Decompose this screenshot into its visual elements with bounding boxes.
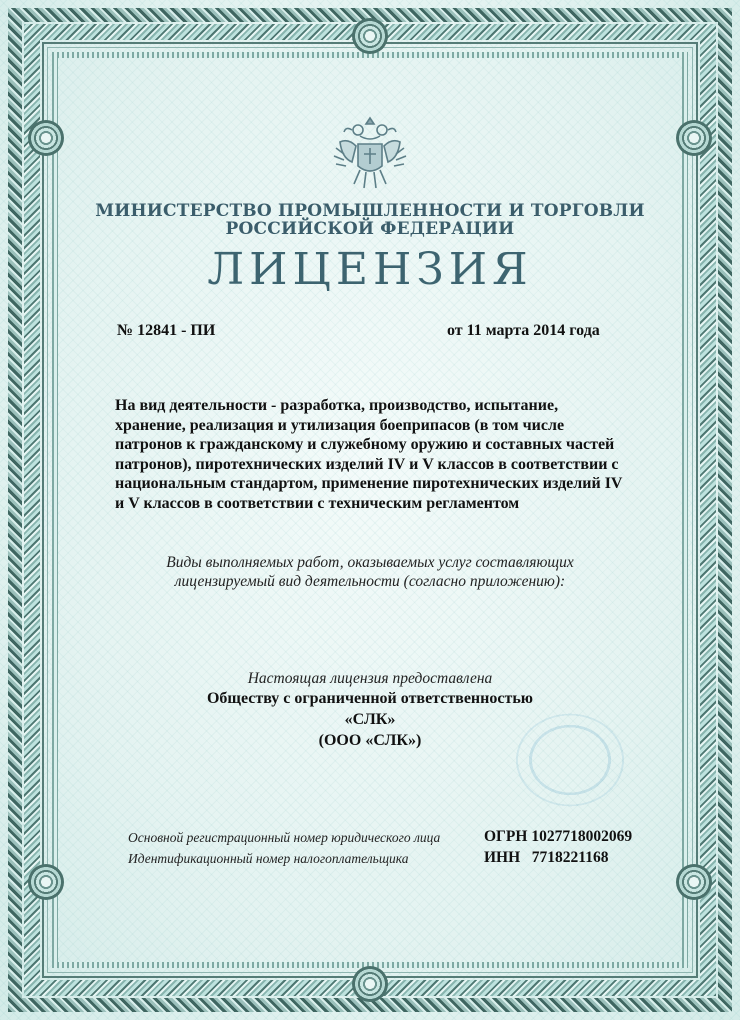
activity-line: патронов к гражданскому и служебному оружию и составных частей — [115, 436, 615, 453]
works-description-line2: лицензируемый вид деятельности (согласно приложению): — [174, 573, 566, 590]
border-rosette-icon — [676, 120, 712, 156]
grantee-intro: Настоящая лицензия предоставлена — [247, 670, 493, 687]
activity-line: и V классов в соответствии с техническим регламентом — [115, 494, 520, 512]
seal-stamp — [500, 700, 640, 820]
ogrn-label: Основной регистрационный номер юридического лица — [128, 830, 441, 845]
activity-line: хранение, реализация и утилизация боеприпасов (в том числе — [115, 416, 565, 434]
activity-line: национальным стандартом, применение пиротехнических изделий IV — [115, 475, 623, 492]
double-headed-eagle-icon — [330, 112, 410, 194]
border-rosette-icon — [352, 966, 388, 1002]
ministry-name-line1: МИНИСТЕРСТВО ПРОМЫШЛЕННОСТИ И ТОРГОВЛИ — [95, 201, 645, 221]
activity-line: На вид деятельности - разработка, производство, испытание, — [115, 397, 559, 414]
works-description-line1: Виды выполняемых работ, оказываемых услуг составляющих — [166, 554, 574, 571]
license-date: от 11 марта 2014 года — [447, 322, 600, 339]
border-rosette-icon — [28, 120, 64, 156]
activity-line: патронов), пиротехнических изделий IV и V классов в соответствии с — [115, 455, 619, 473]
grantee-name-line2: «СЛК» — [344, 711, 396, 728]
border-rosette-icon — [676, 864, 712, 900]
grantee-name-line1: Обществу с ограниченной ответственностью — [206, 690, 534, 707]
inn-label: Идентификационный номер налогоплательщика — [128, 851, 409, 866]
license-number: № 12841 - ПИ — [117, 322, 216, 339]
border-rosette-icon — [28, 864, 64, 900]
activity-description — [115, 396, 668, 513]
ogrn-value: ОГРН 1027718002069 — [484, 828, 633, 845]
inn-value: ИНН 7718221168 — [484, 849, 609, 866]
grantee-name-line3: (ООО «СЛК») — [318, 732, 422, 749]
ministry-name-line2: РОССИЙСКОЙ ФЕДЕРАЦИИ — [225, 219, 515, 239]
border-rosette-icon — [352, 18, 388, 54]
document-title: ЛИЦЕНЗИЯ — [207, 244, 533, 295]
